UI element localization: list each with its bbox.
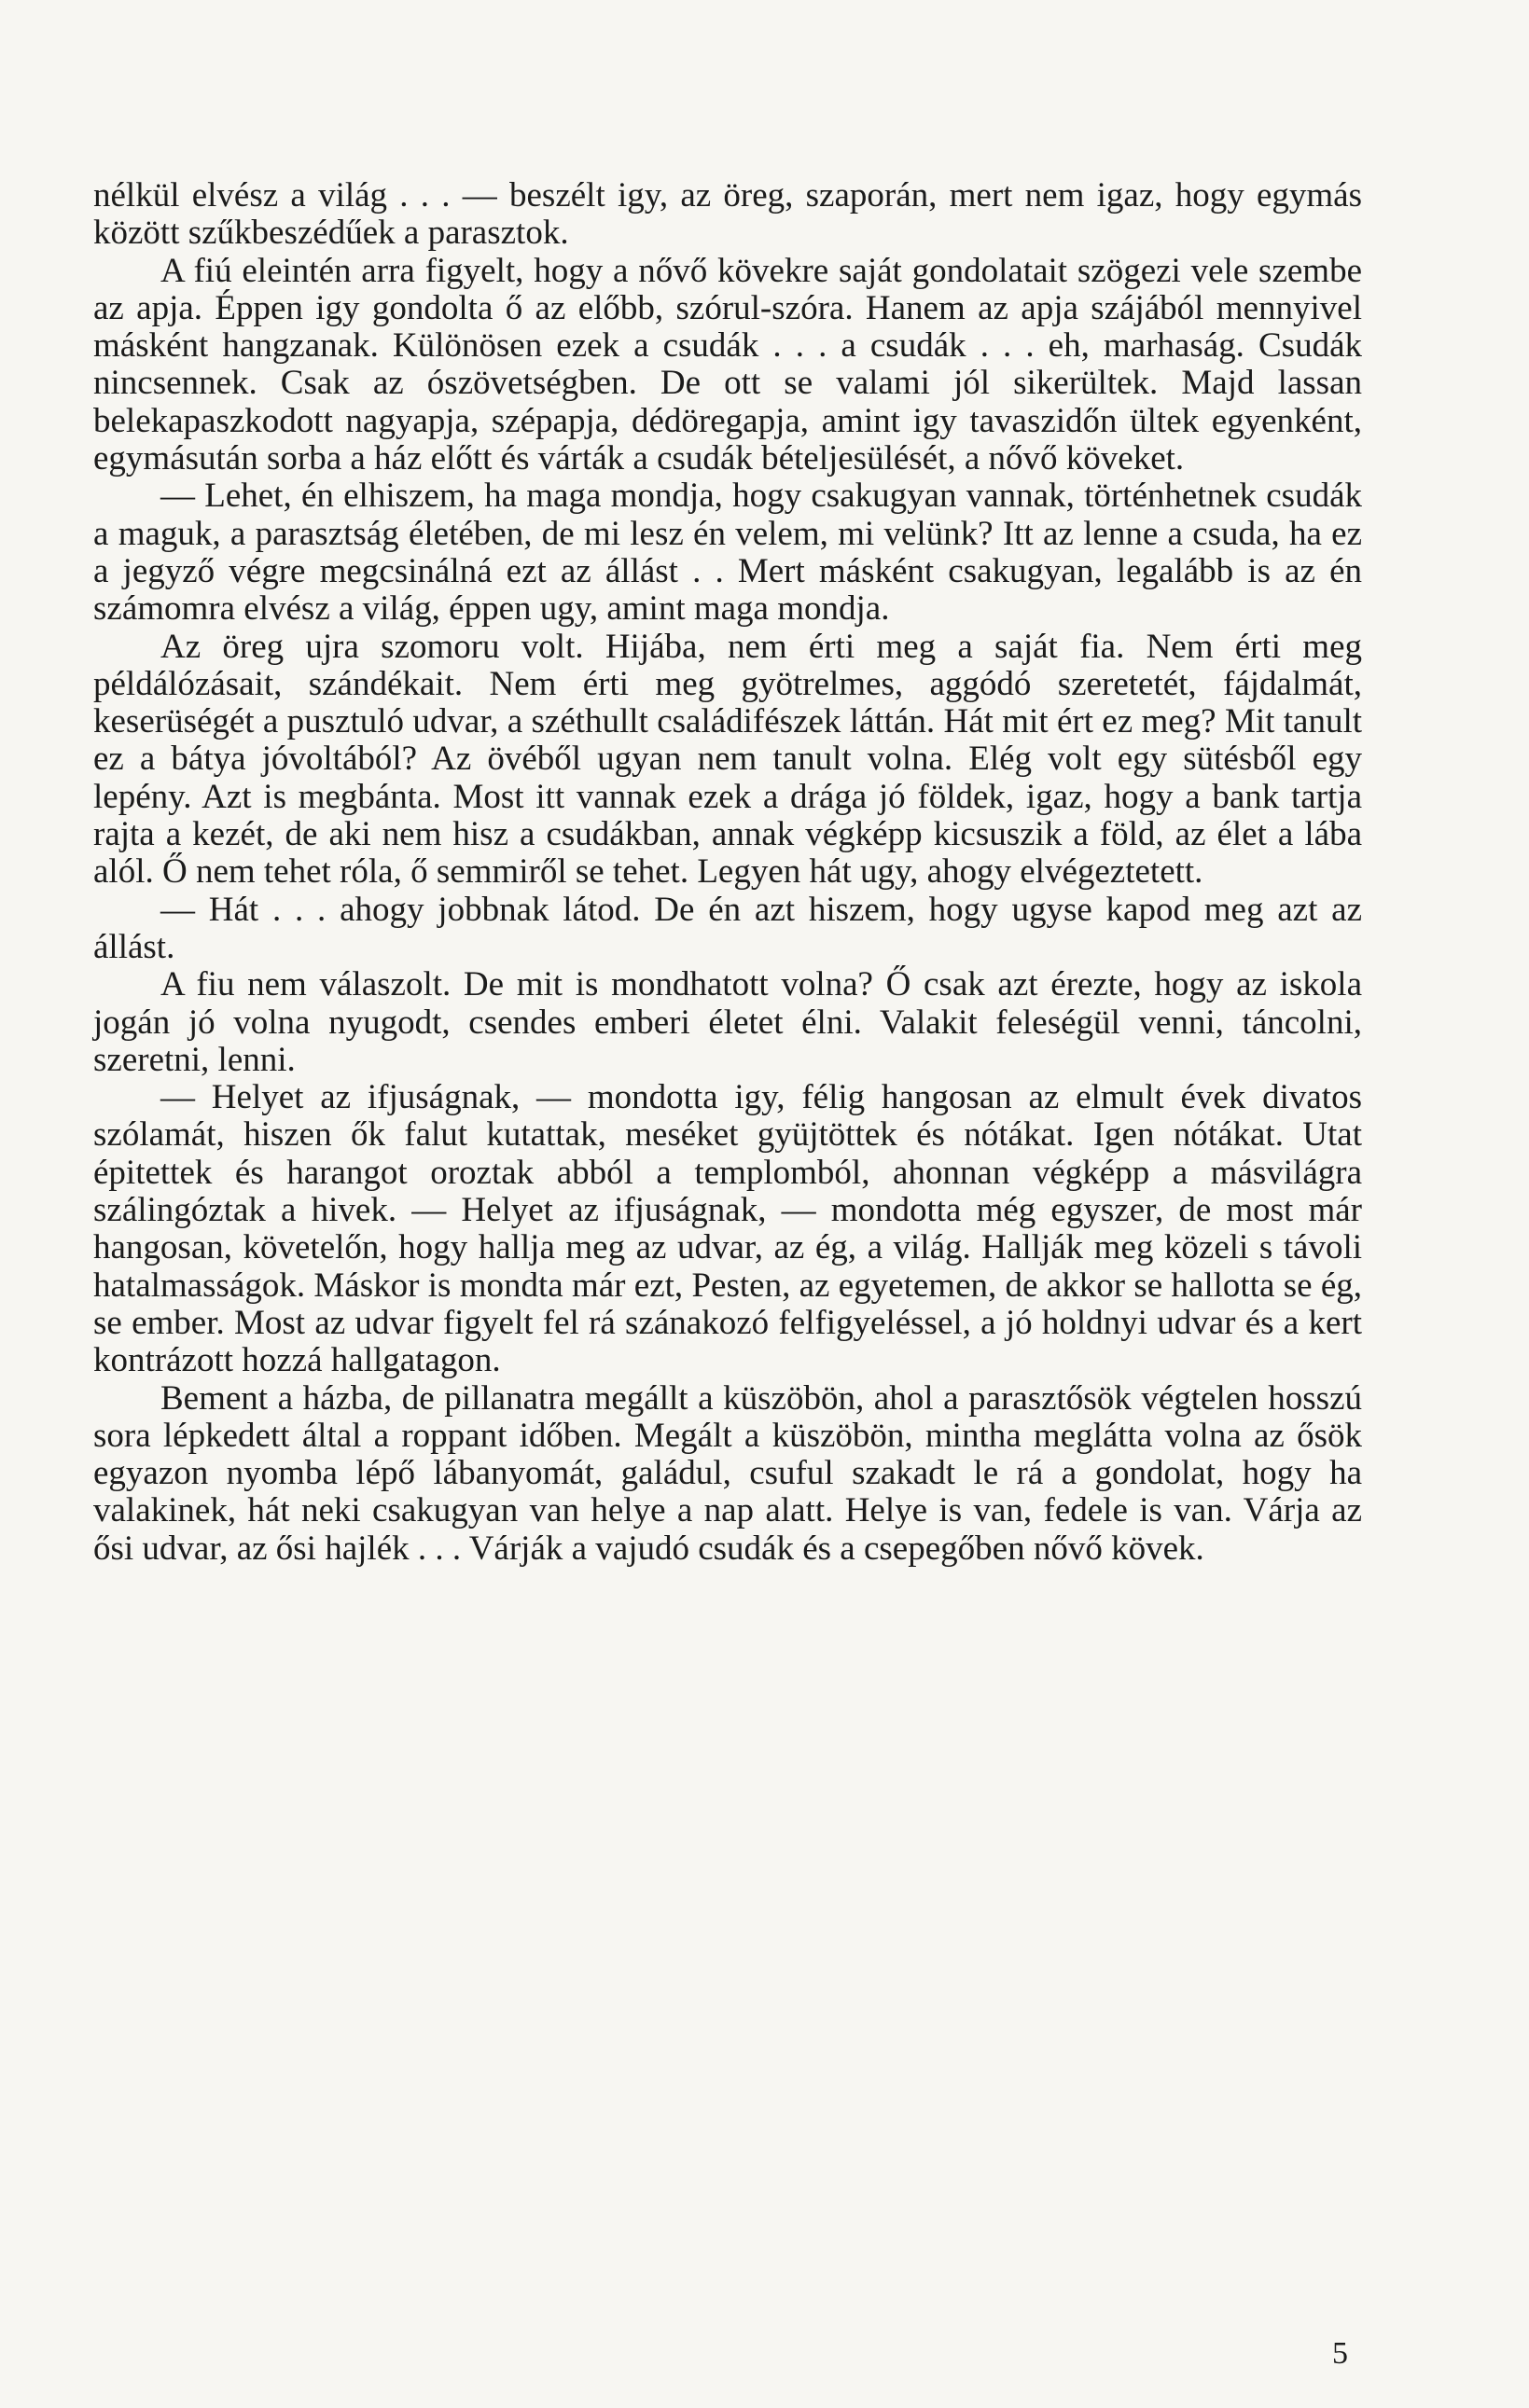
paragraph-7: — Helyet az ifjuságnak, — mondotta igy, félig hangosan az elmult évek divatos szólamát, hiszen ők falut kutattak, meséket gyüjtöttek és nótákat. Igen nótákat. Utat épitettek és harangot oroztak abból a templomból, ahonnan végképp a másvilágra szálingóztak a hivek. — Helyet az ifjuságnak, — mondotta még egyszer, de most már hangosan, követelőn, hogy hallja meg az udvar, az ég, a világ. Hallják meg közeli s távoli hatalmasságok. Máskor is mondta már ezt, Pesten, az egyetemen, de akkor se hallotta se ég, se ember. Most az udvar figyelt fel rá szánakozó felfigyeléssel, a jó holdnyi udvar és a kert kontrázott hozzá hallgatagon. xyxy=(93,1078,1362,1380)
paragraph-2: A fiú eleintén arra figyelt, hogy a nővő kövekre saját gondolatait szögezi vele szembe az apja. Éppen igy gondolta ő az előbb, szórul-szóra. Hanem az apja szájából mennyivel másként hangzanak. Különösen ezek a csudák . . . a csudák . . . eh, marhaság. Csudák nincsennek. Csak az ószövetségben. De ott se valami jól sikerültek. Majd lassan belekapaszkodott nagyapja, szépapja, dédöregapja, amint igy tavaszidőn ültek egyenként, egymásután sorba a ház előtt és várták a csudák bételjesülését, a nővő köveket. xyxy=(93,251,1362,478)
paragraph-3: — Lehet, én elhiszem, ha maga mondja, hogy csakugyan vannak, történhetnek csudák a maguk, a parasztság életében, de mi lesz én velem, mi velünk? Itt az lenne a csuda, ha ez a jegyző végre megcsinálná ezt az állást . . Mert másként csakugyan, legalább is az én számomra elvész a világ, éppen ugy, amint maga mondja. xyxy=(93,477,1362,629)
paragraph-1: nélkül elvész a világ . . . — beszélt igy, az öreg, szaporán, mert nem igaz, hogy egymás között szűkbeszédűek a parasztok. xyxy=(93,176,1362,253)
body-text xyxy=(93,177,1362,1568)
paragraph-5: — Hát . . . ahogy jobbnak látod. De én azt hiszem, hogy ugyse kapod meg azt az állást. xyxy=(93,890,1362,966)
page-number: 5 xyxy=(1332,2336,1348,2371)
paragraph-8: Bement a házba, de pillanatra megállt a küszöbön, ahol a parasztősök végtelen hosszú sora lépkedett által a roppant időben. Megált a küszöbön, mintha meglátta volna az ősök egyazon nyomba lépő lábanyomát, galádul, csuful szakadt le rá a gondolat, hogy ha valakinek, hát neki csakugyan van helye a nap alatt. Helye is van, fedele is van. Várja az ősi udvar, az ősi hajlék . . . Várják a vajudó csudák és a csepegőben nővő kövek. xyxy=(93,1378,1362,1568)
paragraph-6: A fiu nem válaszolt. De mit is mondhatott volna? Ő csak azt érezte, hogy az iskola jogán jó volna nyugodt, csendes emberi életet élni. Valakit feleségül venni, táncolni, szeretni, lenni. xyxy=(93,965,1362,1079)
paragraph-4: Az öreg ujra szomoru volt. Hijába, nem érti meg a saját fia. Nem érti meg példálózásait, szándékait. Nem érti meg gyötrelmes, aggódó szeretetét, fájdalmát, keserüségét a pusztuló udvar, a széthullt családifészek láttán. Hát mit ért ez meg? Mit tanult ez a bátya jóvoltából? Az övéből ugyan nem tanult volna. Elég volt egy sütésből egy lepény. Azt is megbánta. Most itt vannak ezek a drága jó földek, igaz, hogy a bank tartja rajta a kezét, de aki nem hisz a csudákban, annak végképp kicsuszik a föld, az élet a lába alól. Ő nem tehet róla, ő semmiről se tehet. Legyen hát ugy, ahogy elvégeztetett. xyxy=(93,627,1362,892)
